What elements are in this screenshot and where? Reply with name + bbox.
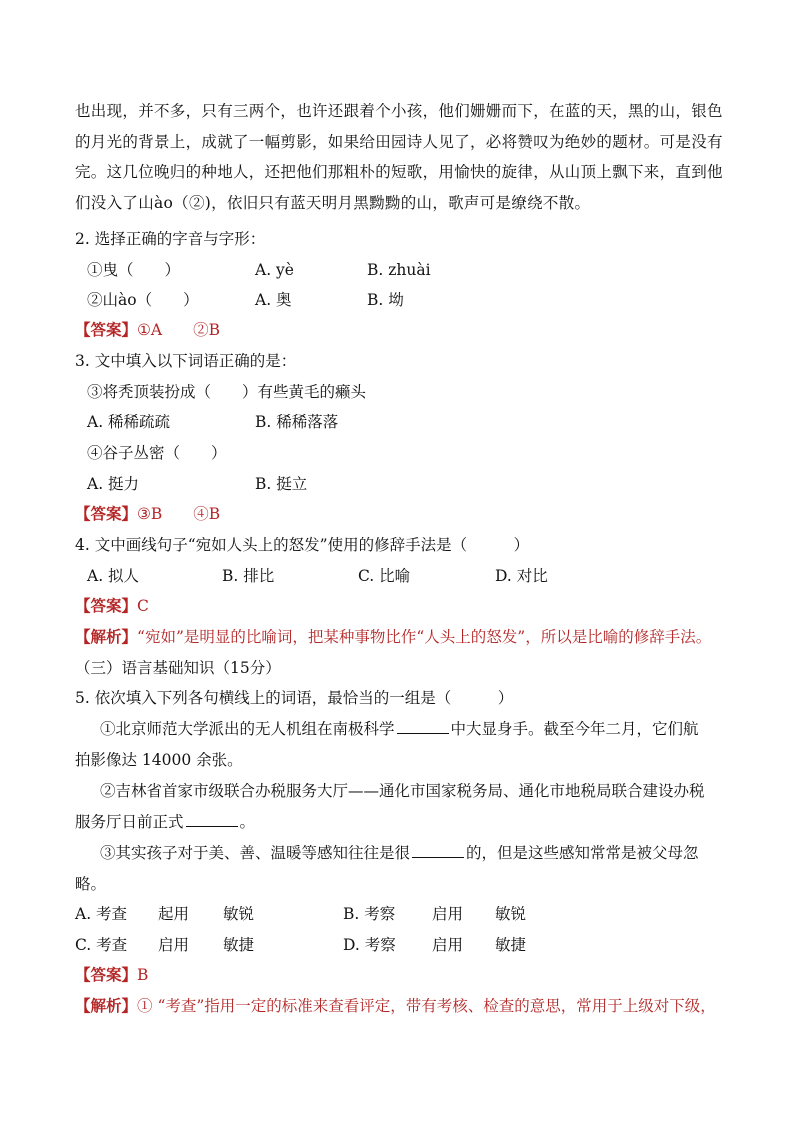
- answer-text: C: [137, 597, 149, 615]
- answer-tag: 【答案】: [75, 320, 138, 339]
- answer-tag: 【答案】: [75, 504, 138, 523]
- intro-line-4: 们没入了山ào（②)，依旧只有蓝天明月黑黝黝的山，歌声可是缭绕不散。: [75, 193, 591, 212]
- q2-answer: [75, 320, 220, 340]
- q5-sentence-2: ②吉林省首家市级联合办税服务大厅——通化市国家税务局、通化市地税局联合建设办税: [100, 782, 705, 800]
- q5-analysis: [75, 996, 716, 1016]
- q2-row1-label: ①曳（ ）: [87, 261, 181, 279]
- q5-option-b-word3: 敏锐: [495, 905, 527, 923]
- q5-option-b-word2: 启用: [432, 905, 464, 923]
- section-heading: （三）语言基础知识（15分）: [75, 659, 281, 677]
- q4-option-c: C. 比喻: [358, 567, 411, 585]
- q2-row2-label: ②山ào（ ）: [87, 291, 199, 309]
- q5-option-d-word3: 敏捷: [495, 936, 527, 954]
- q5-option-d-word2: 启用: [432, 936, 464, 954]
- q3-item1-option-b: B. 稀稀落落: [255, 413, 339, 431]
- q5-answer: [75, 965, 148, 985]
- analysis-text: ① “考查”指用一定的标准来查看评定，带有考核、检查的意思，常用于上级对下级，: [137, 997, 716, 1015]
- q5-option-a-word1: A. 考查: [75, 905, 128, 923]
- intro-line-1: 也出现，并不多，只有三两个，也许还跟着个小孩，他们姗姗而下，在蓝的天，黑的山，银色: [75, 102, 723, 120]
- q5-option-c-word3: 敏捷: [223, 936, 255, 954]
- q2-row1-option-a: A. yè: [255, 261, 294, 279]
- q4-option-d: D. 对比: [495, 567, 548, 585]
- analysis-tag: 【解析】: [75, 996, 138, 1015]
- q5-option-a-word2: 起用: [158, 905, 190, 923]
- q4-analysis: [75, 627, 711, 647]
- q5-sentence-3: ③其实孩子对于美、善、温暖等感知往往是很 的，但是这些感知常常是被父母忽: [100, 844, 699, 862]
- q4-option-a: A. 拟人: [87, 567, 140, 585]
- intro-line-3: 完。这几位晚归的种地人，还把他们那粗朴的短歌，用愉快的旋律，从山顶上飘下来，直到他: [75, 163, 723, 181]
- q4-option-b: B. 排比: [222, 567, 275, 585]
- answer-text: ③B ④B: [137, 505, 221, 523]
- fill-blank: [397, 719, 449, 734]
- q3-answer: [75, 504, 220, 524]
- answer-text: B: [137, 966, 149, 984]
- q5-sentence-3-cont: 略。: [75, 875, 107, 893]
- answer-text: ①A ②B: [137, 321, 220, 339]
- q2-row2-option-b: B. 坳: [367, 291, 404, 309]
- analysis-text: “宛如”是明显的比喻词，把某种事物比作“人头上的怒发”，所以是比喻的修辞手法。: [137, 628, 712, 646]
- q5-option-c-word2: 启用: [158, 936, 190, 954]
- fill-blank: [186, 812, 238, 827]
- q2-row2-option-a: A. 奥: [255, 291, 292, 309]
- q3-item1-option-a: A. 稀稀疏疏: [87, 413, 171, 431]
- q3-item2: ④谷子丛密（ ）: [87, 444, 227, 462]
- q3-item2-option-b: B. 挺立: [255, 475, 308, 493]
- q5-option-a-word3: 敏锐: [223, 905, 255, 923]
- q5-option-d-word1: D. 考察: [343, 936, 396, 954]
- q4-answer: [75, 596, 149, 616]
- answer-tag: 【答案】: [75, 596, 138, 615]
- intro-paragraph: [75, 96, 723, 218]
- fill-blank: [412, 843, 464, 858]
- q5-sentence-1: ①北京师范大学派出的无人机组在南极科学 中大显身手。截至今年二月，它们航: [100, 720, 699, 738]
- q5-option-c-word1: C. 考查: [75, 936, 128, 954]
- answer-tag: 【答案】: [75, 965, 138, 984]
- q5-sentence-2-cont: 服务厅日前正式 。: [75, 813, 256, 831]
- analysis-tag: 【解析】: [75, 627, 138, 646]
- q4-stem: 4. 文中画线句子“宛如人头上的怒发”使用的修辞手法是（ ）: [75, 536, 530, 554]
- q5-stem: 5. 依次填入下列各句横线上的词语，最恰当的一组是（ ）: [75, 689, 514, 707]
- q2-row1-option-b: B. zhuài: [367, 261, 431, 279]
- q5-sentence-1-cont: 拍影像达 14000 余张。: [75, 751, 243, 769]
- q2-stem: 2. 选择正确的字音与字形：: [75, 230, 266, 248]
- q5-option-b-word1: B. 考察: [343, 905, 396, 923]
- q3-item1: ③将秃顶装扮成（ ）有些黄毛的癞头: [87, 383, 367, 401]
- q3-stem: 3. 文中填入以下词语正确的是：: [75, 352, 297, 370]
- intro-line-2: 的月光的背景上，成就了一幅剪影，如果给田园诗人见了，必将赞叹为绝妙的题材。可是没有: [75, 132, 723, 151]
- q3-item2-option-a: A. 挺力: [87, 475, 140, 493]
